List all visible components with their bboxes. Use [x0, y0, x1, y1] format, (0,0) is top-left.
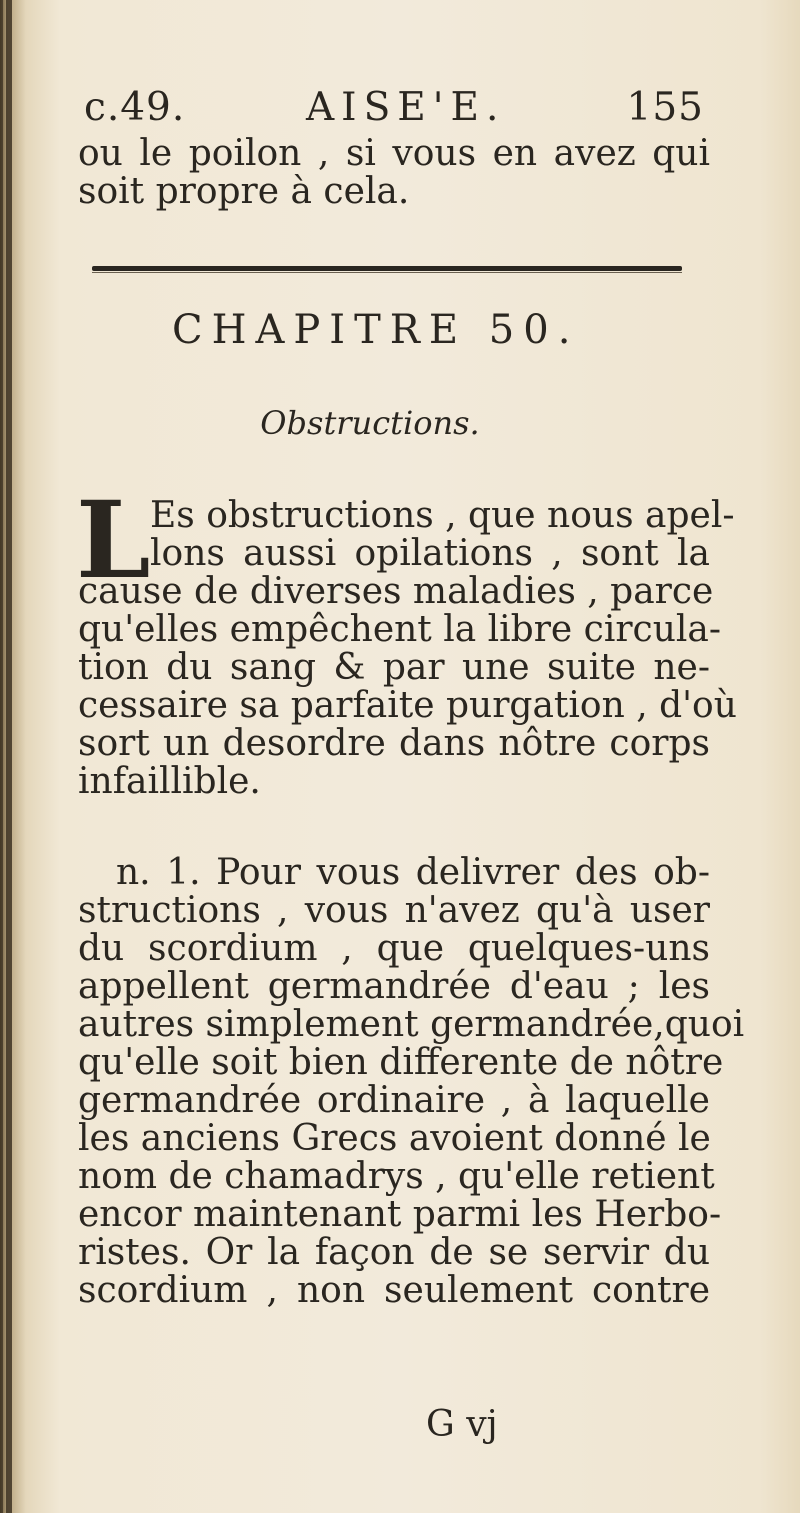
text-line: qu'elle soit bien differente de nôtre — [78, 1042, 724, 1083]
text-line: scordium , non seulement contre — [78, 1270, 710, 1311]
text-line: lons aussi opilations , sont la — [150, 533, 710, 574]
text-line: cessaire sa parfaite purgation , d'où — [78, 685, 737, 726]
page-binding-edge — [6, 0, 12, 1513]
text-line: structions , vous n'avez qu'à user — [78, 890, 710, 931]
header-running-title: AISE'E. — [306, 85, 506, 130]
text-line: tion du sang & par une suite ne- — [78, 647, 710, 688]
text-line: les anciens Grecs avoient donné le — [78, 1118, 711, 1159]
text-line: encor maintenant parmi les Herbo- — [78, 1194, 722, 1235]
text-line: n. 1. Pour vous delivrer des ob- — [116, 852, 710, 893]
header-page-number: 155 — [626, 85, 704, 130]
signature-mark: G vj — [426, 1404, 498, 1445]
page-binding-shadow — [0, 0, 3, 1513]
text-line: ristes. Or la façon de se servir du — [78, 1232, 710, 1273]
paragraph-1 — [78, 495, 737, 802]
text-line: qu'elles empêchent la libre circula- — [78, 609, 722, 650]
text-line: ou le poilon , si vous en avez qui — [78, 133, 710, 174]
text-line: germandrée ordinaire , à laquelle — [78, 1080, 710, 1121]
text-line: cause de diverses maladies , parce — [78, 571, 714, 612]
text-line: sort un desordre dans nôtre corps — [78, 723, 710, 764]
text-line: appellent germandrée d'eau ; les — [78, 966, 710, 1007]
carryover-text — [78, 135, 710, 211]
text-line: autres simplement germandrée,quoi — [78, 1004, 745, 1045]
text-line: du scordium , que quelques-uns — [78, 928, 710, 969]
paragraph-2 — [78, 852, 745, 1311]
text-line: Es obstructions , que nous apel- — [150, 495, 735, 536]
chapter-title: Obstructions. — [260, 404, 480, 442]
text-line: soit propre à cela. — [78, 171, 410, 212]
header-page-ref: c.49. — [84, 85, 186, 130]
chapter-heading: CHAPITRE 50. — [172, 307, 580, 353]
running-header — [84, 85, 704, 135]
section-divider-rule — [92, 266, 682, 271]
drop-capital: L — [76, 477, 151, 602]
text-line: infaillible. — [78, 761, 261, 802]
text-line: nom de chamadrys , qu'elle retient — [78, 1156, 715, 1197]
